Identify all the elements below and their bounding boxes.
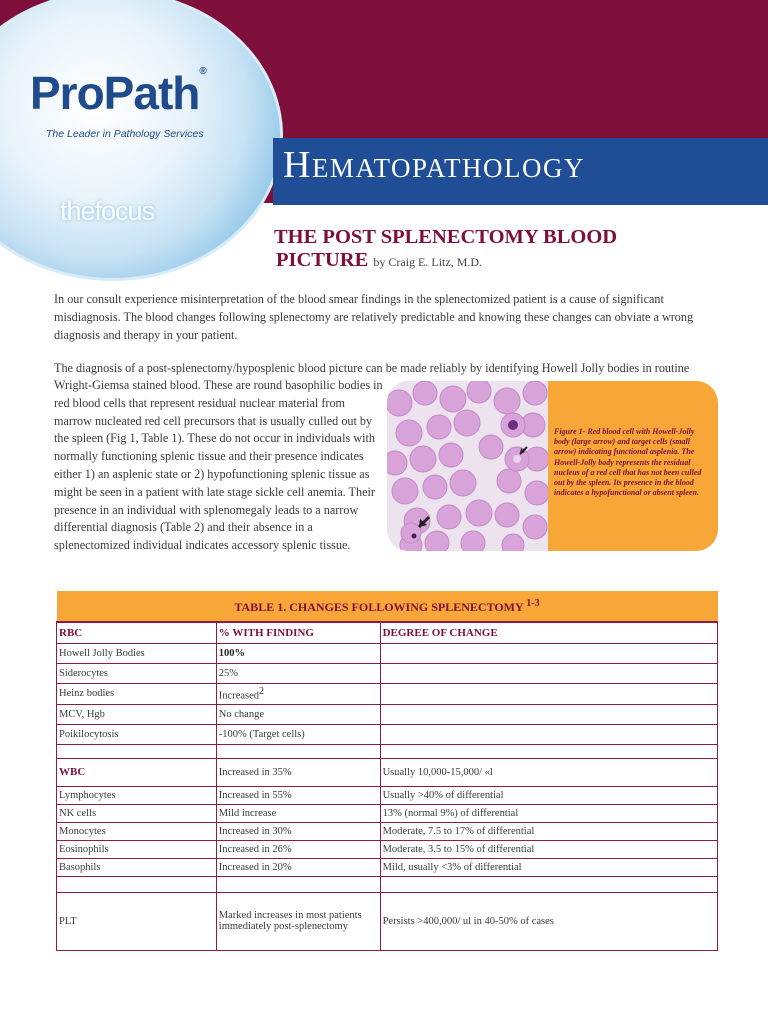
table-row: MCV, Hgb No change [57, 704, 718, 724]
table-row: Heinz bodies Increased2 [57, 683, 718, 704]
thefocus-logo: thefocus [60, 196, 155, 226]
figure-1-caption: Figure 1- Red blood cell with Howell-Jolly body (large arrow) and target cells (small arrow) indicating functional asplenia. The Howell-Jolly body represents the residual nucleus of a red cell that has not been culled out by the spleen. Its presence in the blood indicates a hypofunctional or absent spleen. [554, 427, 702, 498]
table-row: Poikilocytosis -100% (Target cells) [57, 724, 718, 744]
table-title-row [57, 591, 718, 622]
table-column-header-row [57, 622, 718, 643]
col-header-pct: % WITH FINDING [216, 622, 380, 643]
table-row: Lymphocytes Increased in 55% Usually >40% of differential [57, 786, 718, 804]
logo-badge [0, 0, 283, 281]
figure-1-box [387, 381, 718, 551]
table-spacer-row [57, 744, 718, 758]
table-spacer-row [57, 876, 718, 892]
article-title-line1: THE POST SPLENECTOMY BLOOD [274, 226, 618, 248]
table-row: Howell Jolly Bodies 100% [57, 643, 718, 663]
article-title-line2: PICTURE [276, 249, 369, 271]
diagnosis-paragraph-body: Wright-Giemsa stained blood. These are round basophilic bodies in red blood cells that represent residual nuclear material from marrow nucleated red cell precursors that is usually culled out by the spleen (Fig 1, Table 1). These do not occur in individuals with normally functioning splenic tissue and their presence indicates either 1) an asplenic state or 2) hypofunctioning splenic tissue as might be seen in a patient with late stage sickle cell anemia. Their presence in an individual with splenomegaly leads to a narrow differential diagnosis (Table 2) and their absence in a splenectomized individual indicates accessory splenic tissue. [54, 378, 383, 553]
propath-logo: ProPath® [30, 66, 206, 119]
intro-paragraph: In our consult experience misinterpretation of the blood smear findings in the splenectomized patient is a cause of significant misdiagnosis. The blood changes following splenectomy are relatively predictable and knowing these changes can obviate a wrong diagnosis and therapy in your patient. [54, 292, 694, 342]
section-title: Hematopathology [283, 144, 585, 186]
blood-smear-image [387, 381, 548, 551]
table-1 [56, 591, 718, 951]
table-row: Monocytes Increased in 30% Moderate, 7.5 to 17% of differential [57, 822, 718, 840]
col-header-degree: DEGREE OF CHANGE [380, 622, 717, 643]
col-header-rbc: RBC [57, 622, 217, 643]
table-title: TABLE 1. CHANGES FOLLOWING SPLENECTOMY $^{1-3}$ [57, 591, 718, 622]
table-row-plt: PLT Marked increases in most patients immediately post-splenectomy Persists >400,000/ ul in 40-50% of cases [57, 892, 718, 950]
diagnosis-paragraph-first-line: The diagnosis of a post-splenectomy/hyposplenic blood picture can be made reliably by identifying Howell Jolly bodies in routine [54, 361, 690, 375]
table-row: NK cells Mild increase 13% (normal 9%) of differential [57, 804, 718, 822]
article-title [274, 226, 617, 274]
table-wbc-header-row: WBC Increased in 35% Usually 10,000-15,000/ «l [57, 758, 718, 786]
logo-tagline: The Leader in Pathology Services [46, 128, 204, 140]
table-row: Siderocytes 25% [57, 663, 718, 683]
table-row: Basophils Increased in 20% Mild, usually <3% of differential [57, 858, 718, 876]
table-row: Eosinophils Increased in 26% Moderate, 3.5 to 15% of differential [57, 840, 718, 858]
byline: by Craig E. Litz, M.D. [373, 255, 483, 269]
